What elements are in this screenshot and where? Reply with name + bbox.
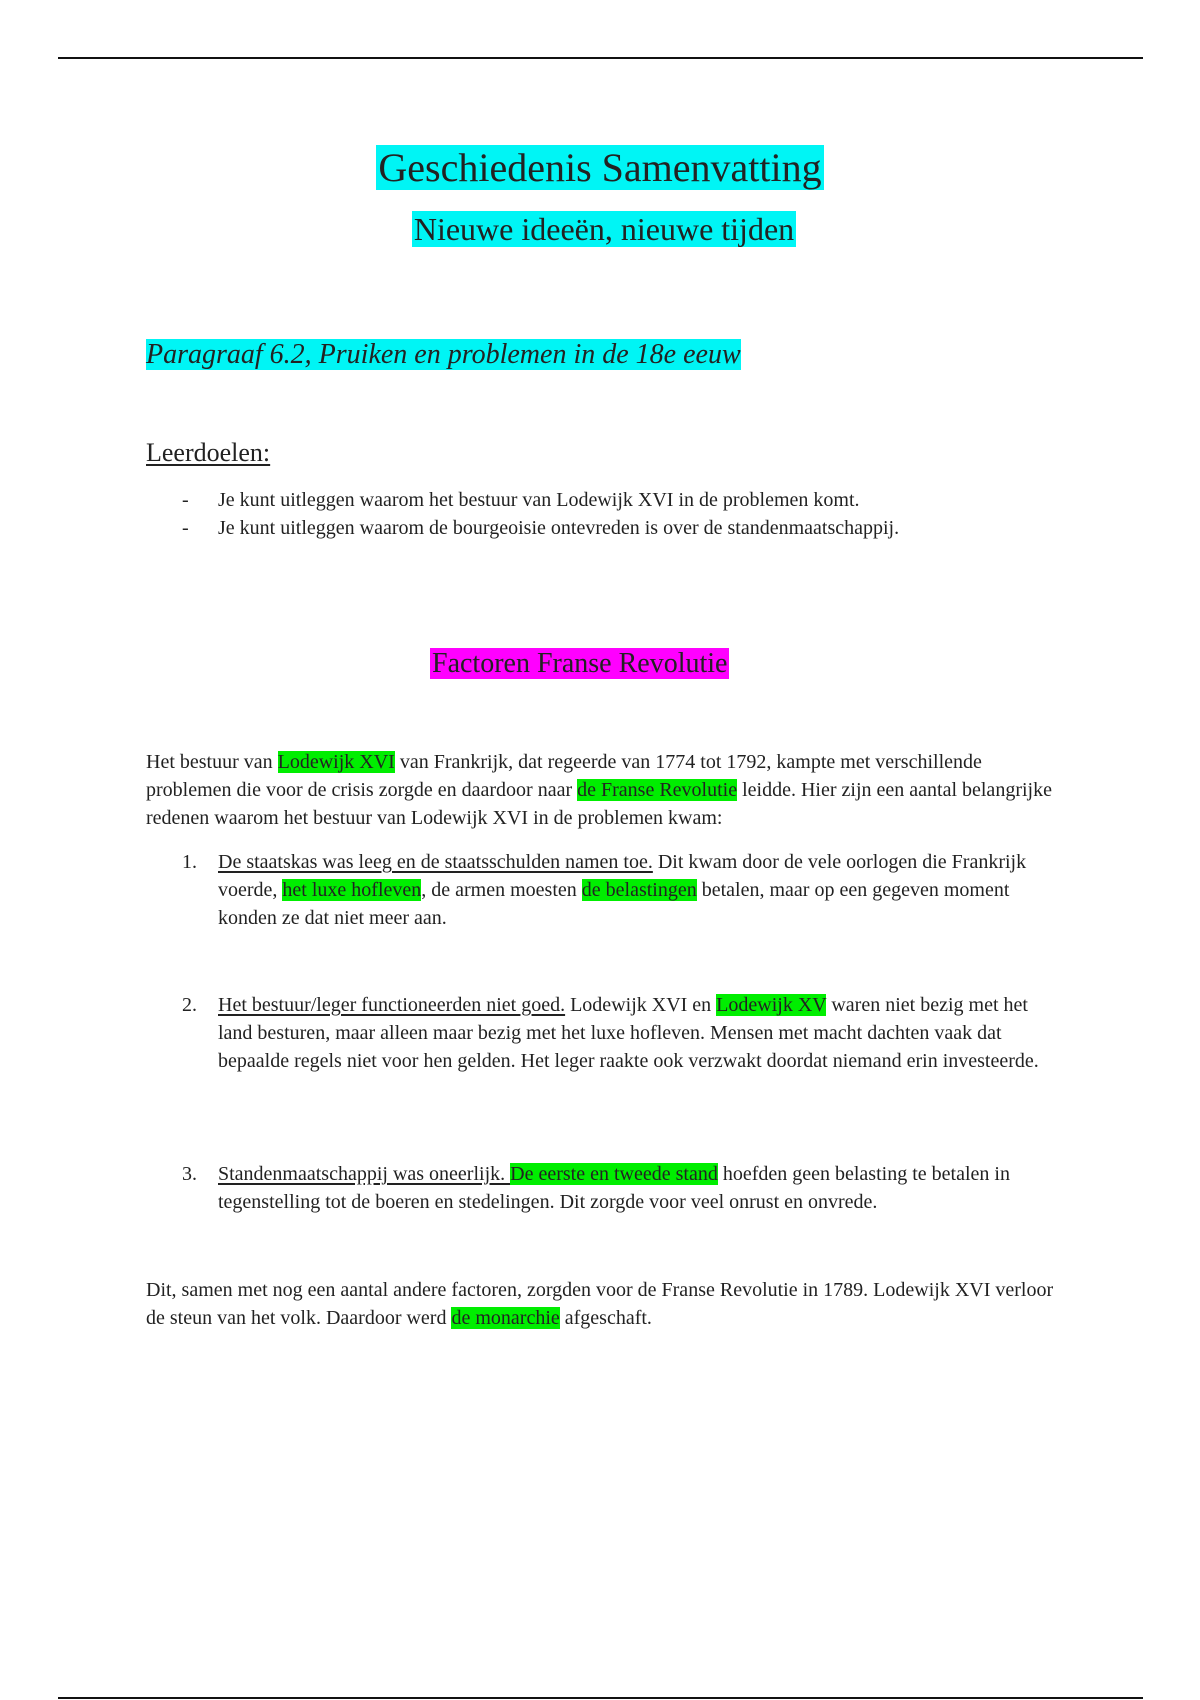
reason-body: hoefden geen belasting te betalen in tegenstelling tot de boeren en stedelingen. Dit zorgde voor veel onrust en onvrede. xyxy=(218,1163,1010,1213)
keyword-highlight: de Franse Revolutie xyxy=(577,779,738,801)
document-subtitle: Nieuwe ideeën, nieuwe tijden xyxy=(413,211,795,247)
section-heading: Factoren Franse Revolutie xyxy=(432,648,728,679)
intro-text: van Frankrijk, dat regeerde van 1774 tot 1792, kampte met verschillende problemen die voor de crisis zorgde en daardoor naar xyxy=(146,751,982,801)
reason-body: Lodewijk XVI en xyxy=(565,994,717,1016)
bullet-dash: - xyxy=(182,489,189,511)
reason-text xyxy=(218,848,1066,932)
reason-text xyxy=(218,991,1066,1075)
bottom-rule xyxy=(58,1697,1143,1699)
closing-paragraph xyxy=(146,1276,1066,1332)
goal-text: Je kunt uitleggen waarom de bourgeoisie ontevreden is over de standenmaatschappij. xyxy=(218,517,900,539)
reason-body: betalen, maar op een gegeven moment konden ze dat niet meer aan. xyxy=(218,879,1010,929)
reason-item-3 xyxy=(146,1160,1066,1216)
reason-underlined: Het bestuur/leger functioneerden niet goed. xyxy=(218,994,566,1016)
keyword-highlight: Lodewijk XVI xyxy=(277,751,395,773)
reason-number: 3. xyxy=(182,1163,197,1185)
reason-body: Dit kwam door de vele oorlogen die Frankrijk voerde, xyxy=(218,851,1027,901)
section-heading-block xyxy=(430,646,729,682)
reason-underlined: Standenmaatschappij was oneerlijk. xyxy=(218,1163,511,1185)
subtitle-block xyxy=(0,210,1200,248)
list-item xyxy=(146,514,1106,542)
title-block xyxy=(0,145,1200,191)
reason-body: , de armen moesten xyxy=(421,879,582,901)
intro-text: leidde. Hier zijn een aantal belangrijke redenen waarom het bestuur van Lodewijk XVI in de problemen kwam: xyxy=(146,779,1052,829)
leerdoelen-list xyxy=(146,486,1106,542)
intro-text: Het bestuur van xyxy=(146,751,278,773)
leerdoelen-heading: Leerdoelen: xyxy=(146,438,271,467)
reason-text xyxy=(218,1160,1066,1216)
keyword-highlight: de monarchie xyxy=(451,1307,560,1329)
reason-item-2 xyxy=(146,991,1066,1075)
goal-text: Je kunt uitleggen waarom het bestuur van Lodewijk XVI in de problemen komt. xyxy=(218,489,860,511)
keyword-highlight: de belastingen xyxy=(581,879,697,901)
list-item xyxy=(146,486,1106,514)
bullet-dash: - xyxy=(182,517,189,539)
reason-number: 1. xyxy=(182,851,197,873)
keyword-highlight: Lodewijk XV xyxy=(716,994,827,1016)
reason-number: 2. xyxy=(182,994,197,1016)
closing-text: afgeschaft. xyxy=(559,1307,652,1329)
top-rule xyxy=(58,57,1143,59)
keyword-highlight: De eerste en tweede stand xyxy=(510,1163,718,1185)
document-title: Geschiedenis Samenvatting xyxy=(378,145,822,190)
intro-paragraph xyxy=(146,748,1066,832)
reason-underlined: De staatskas was leeg en de staatsschulden namen toe. xyxy=(218,851,653,873)
keyword-highlight: het luxe hofleven xyxy=(282,879,422,901)
reason-item-1 xyxy=(146,848,1066,932)
reason-body: waren niet bezig met het land besturen, maar alleen maar bezig met het luxe hofleven. Mensen met macht dachten vaak dat bepaalde regels niet voor hen gelden. Het leger raakte ook verzwakt doordat niemand erin investeerde. xyxy=(218,994,1039,1072)
paragraph-heading-text: Paragraaf 6.2, Pruiken en problemen in de 18e eeuw xyxy=(146,339,741,370)
paragraph-heading xyxy=(146,337,741,373)
closing-text: Dit, samen met nog een aantal andere factoren, zorgden voor de Franse Revolutie in 1789. Lodewijk XVI verloor de steun van het volk. Daardoor werd xyxy=(146,1279,1054,1329)
